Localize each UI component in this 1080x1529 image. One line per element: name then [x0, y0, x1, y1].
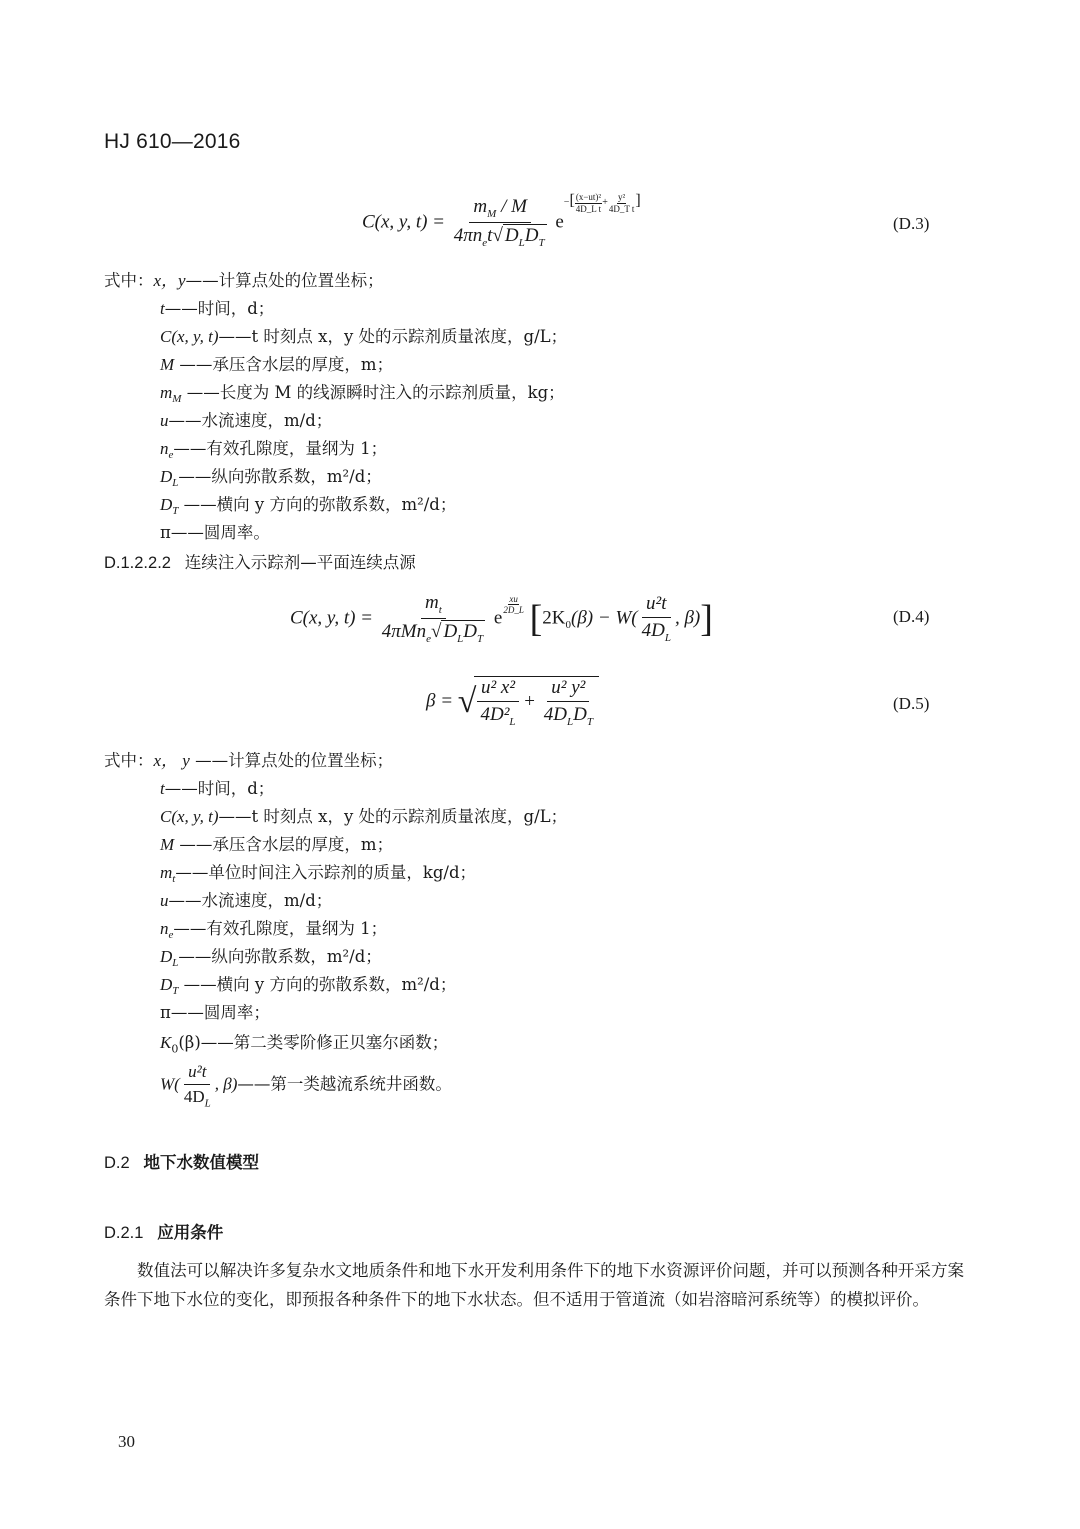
where2-sym-10: K: [160, 1033, 172, 1052]
eq-d5-lhs: β =: [426, 690, 454, 712]
eq-d5-t2-den: 4D: [543, 703, 567, 725]
where2-sym-7: D: [160, 947, 173, 966]
where1-text-9: ——圆周率。: [170, 523, 270, 542]
subsection-d1222: [104, 552, 416, 574]
where1-sub-7: L: [172, 477, 179, 490]
where1-sym-3: M: [160, 355, 175, 374]
eq-d4-bracket-a: 2K: [542, 607, 566, 629]
where1-item-7: [160, 466, 382, 494]
where2-item-4: [160, 862, 476, 890]
where2-text-4: ——单位时间注入示踪剂的质量，kg/d；: [175, 863, 477, 882]
eq-d3-den-b: t: [487, 225, 493, 247]
section-d2-number: D.2: [104, 1154, 130, 1172]
where1-text-2: ——t 时刻点 x，y 处的示踪剂质量浓度，g/L；: [218, 327, 568, 346]
eq-d4-num: m: [425, 592, 439, 613]
eq-d3-num: m: [473, 196, 488, 217]
where2-text-6: ——有效孔隙度，量纲为 1；: [173, 919, 388, 938]
where2-last-pre: W(: [160, 1074, 180, 1094]
eq-d4-fraction: $\frac{m_t}{4\pi Mn_e√ D_LD_T}$: [381, 592, 484, 646]
where1-text-3: ——承压含水层的厚度，m；: [179, 355, 394, 374]
where2-sym-6: n: [160, 919, 169, 938]
eq-d4-exp-base: e: [493, 607, 503, 629]
eq-d4-num-sub: t: [438, 603, 442, 616]
eq-d3-exp-t1-den: 4D_L t: [575, 203, 602, 214]
where1-item-3: [160, 354, 393, 376]
where1-text-7: ——纵向弥散系数，m²/d；: [178, 467, 382, 486]
where2-text-5: ——水流速度，m/d；: [168, 891, 333, 910]
eq-d4-sqrt-sub1: L: [457, 633, 464, 646]
where2-sym-0: x， y: [153, 751, 190, 770]
where2-sub-4: t: [172, 873, 176, 886]
where2-last-den-sub: L: [204, 1096, 211, 1109]
where2-text-8: ——横向 y 方向的弥散系数，m²/d；: [183, 975, 457, 994]
eq-d3-exp-t2-num: y²: [618, 192, 626, 203]
eq-d5-t1-num: u² x²: [480, 677, 516, 698]
where1-sym-8: D: [160, 495, 173, 514]
eq-d3-exp-t1-num: (x−ut)²: [575, 192, 602, 203]
eq-d3-exp-t2-den: 4D_T t: [608, 203, 635, 214]
where2-sym-2: C(x, y, t): [160, 807, 219, 826]
eq-d4-den-a: 4πMn: [381, 621, 427, 643]
where1-text-5: ——水流速度，m/d；: [168, 411, 333, 430]
where1-sub-8: T: [172, 505, 179, 518]
eq-d4-bracket-b: (β) − W(: [571, 607, 638, 629]
eq-d3-exp-base: e: [555, 211, 564, 233]
where1-text-4: ——长度为 M 的线源瞬时注入的示踪剂质量，kg；: [186, 383, 565, 402]
where1-sub-4: M: [172, 393, 182, 406]
eq-d3-sqrt-d1: D: [504, 225, 519, 247]
where2-last-num: u²t: [188, 1062, 207, 1081]
eq-d5-t2-den-mid: D: [573, 703, 587, 725]
where1-sym-0: x，y: [153, 271, 186, 290]
eq-d4-frac-den: 4D: [641, 620, 665, 642]
eq-d4-frac-num: u²t: [646, 593, 667, 615]
where1-item-5: [160, 410, 332, 432]
eq-d5-radicand: [474, 676, 598, 728]
where2-sym-4: m: [160, 863, 173, 882]
eq-d4-number: (D.4): [893, 607, 930, 626]
where1-item-1: [160, 298, 274, 320]
eq-d3-sqrt-sub2: T: [538, 237, 545, 250]
where1-sym-7: D: [160, 467, 173, 486]
eq-d3-num-sub: M: [487, 207, 497, 220]
where1-item-2: [160, 326, 567, 348]
subsection-d1222-number: D.1.2.2.2: [104, 554, 171, 572]
where2-item-2: [160, 806, 567, 828]
eq-d4-right-bracket: ]: [700, 597, 713, 640]
eq-d4-bracket-a-sub: 0: [565, 619, 571, 632]
eq-d4-exp-den: 2D_L: [503, 605, 524, 616]
section-d21: [104, 1219, 223, 1243]
eq-d3-number: (D.3): [893, 214, 930, 233]
eq-d5-t2-num: u² y²: [551, 677, 586, 698]
where2-sub-6: e: [168, 929, 174, 942]
where1-sub-6: e: [168, 449, 174, 462]
eq-d3-exponent: −[ (x−ut)² 4D_L t + y² 4D_T t ]: [563, 192, 641, 214]
where2-sym-1: t: [160, 779, 165, 798]
where1-text-1: ——时间，d；: [164, 299, 275, 318]
eq-d4-left-bracket: [: [529, 597, 543, 640]
where1-text-6: ——有效孔隙度，量纲为 1；: [173, 439, 388, 458]
where2-item-7: [160, 946, 382, 974]
where1-sym-6: n: [160, 439, 169, 458]
eq-d4-exp-num: xu: [509, 594, 518, 605]
where2-lead-label: 式中：: [104, 751, 154, 770]
where1-text-8: ——横向 y 方向的弥散系数，m²/d；: [183, 495, 457, 514]
where2-sym-5: u: [160, 891, 169, 910]
standard-code-header: HJ 610—2016: [104, 130, 241, 153]
where2-item-9: [160, 1002, 270, 1024]
where2-sym-8: D: [160, 975, 173, 994]
where-lead-1: [104, 270, 384, 292]
section-d2-title: 地下水数值模型: [143, 1153, 259, 1172]
section-d21-title: 应用条件: [157, 1223, 224, 1242]
eq-d5-t1-den: 4D²: [480, 703, 510, 725]
where2-text-2: ——t 时刻点 x，y 处的示踪剂质量浓度，g/L；: [218, 807, 568, 826]
where1-sym-2: C(x, y, t): [160, 327, 219, 346]
where1-item-8: [160, 494, 456, 522]
where-lead-label: 式中：: [104, 271, 154, 290]
eq-d3-fraction: $\frac{m_M / M}{4\pi n_et√ D_LD_T}$: [453, 196, 545, 250]
where-lead-2: [104, 750, 393, 772]
section-d21-number: D.2.1: [104, 1224, 144, 1242]
where2-text-9: ——圆周率；: [170, 1003, 270, 1022]
eq-d3-num-rest: / M: [496, 196, 527, 217]
where2-sym-3: M: [160, 835, 175, 854]
eq-d5-t2-den-sub2: T: [586, 715, 593, 728]
where2-last-den: 4D: [183, 1086, 205, 1106]
eq-d4-lhs: C(x, y, t) =: [290, 607, 373, 629]
where1-sym-1: t: [160, 299, 165, 318]
eq-d4-bracket-c: , β): [674, 607, 701, 629]
where1-item-6: [160, 438, 387, 466]
where2-sym-9: π: [160, 1003, 171, 1022]
eq-d4-sqrt-sub2: T: [477, 633, 484, 646]
eq-d3-lhs: C(x, y, t) =: [362, 211, 445, 233]
where2-text-7: ——纵向弥散系数，m²/d；: [178, 947, 382, 966]
where2-item-1: [160, 778, 274, 800]
where2-last-text: ——第一类越流系统井函数。: [237, 1074, 452, 1094]
where1-sym-5: u: [160, 411, 169, 430]
where2-text-10: (β)——第二类零阶修正贝塞尔函数；: [178, 1033, 449, 1052]
equation-d3: [362, 192, 641, 250]
eq-d5-t2-den-sub1: L: [566, 715, 574, 728]
equation-d5: [426, 676, 599, 728]
where2-text-3: ——承压含水层的厚度，m；: [179, 835, 394, 854]
eq-d5-plus: +: [524, 691, 535, 712]
where2-item-3: [160, 834, 393, 856]
where2-item-8: [160, 974, 456, 1002]
eq-d5-radical: √: [457, 683, 477, 721]
eq-d3-den-sub: e: [482, 237, 488, 250]
where1-sym-4: m: [160, 383, 173, 402]
eq-d5-number: (D.5): [893, 694, 930, 713]
eq-d3-sqrt-sub1: L: [518, 237, 525, 250]
where1-sym-9: π: [160, 523, 171, 542]
where2-sub-10: 0: [171, 1042, 179, 1056]
eq-d3-den-a: 4πn: [453, 225, 483, 247]
where2-text-1: ——时间，d；: [164, 779, 275, 798]
where1-item-4: [160, 382, 565, 410]
eq-d4-den-sub: e: [426, 633, 431, 646]
where2-text-0: ——计算点处的位置坐标；: [195, 751, 394, 770]
equation-d4: [290, 592, 713, 646]
where2-sub-8: T: [172, 985, 179, 998]
section-d2: [104, 1149, 259, 1173]
where2-item-6: [160, 918, 387, 946]
where2-sub-7: L: [172, 957, 179, 970]
eq-d4-exponent: [502, 594, 525, 616]
where2-item-11: [160, 1062, 452, 1110]
page-number: 30: [118, 1432, 135, 1451]
eq-d4-sqrt-d2: D: [463, 621, 478, 643]
subsection-d1222-title: 连续注入示踪剂—平面连续点源: [184, 553, 416, 572]
eq-d4-frac-den-sub: L: [664, 631, 671, 644]
where2-last-post: , β): [214, 1074, 238, 1094]
eq-d5-t1-den-sub: L: [509, 715, 516, 728]
eq-d3-sqrt-d2: D: [524, 225, 539, 247]
body-paragraph: 数值法可以解决许多复杂水文地质条件和地下水开发利用条件下的地下水资源评价问题，并可以预测各种开采方案条件下地下水位的变化，即预报各种条件下的地下水状态。但不适用于管道流（如岩溶暗河系统等）的模拟评价。: [104, 1261, 964, 1309]
where1-text-0: ——计算点处的位置坐标；: [185, 271, 384, 290]
where2-item-10: [160, 1032, 448, 1060]
eq-d4-sqrt-d1: D: [443, 621, 458, 643]
where2-item-5: [160, 890, 332, 912]
where1-item-9: [160, 522, 270, 544]
